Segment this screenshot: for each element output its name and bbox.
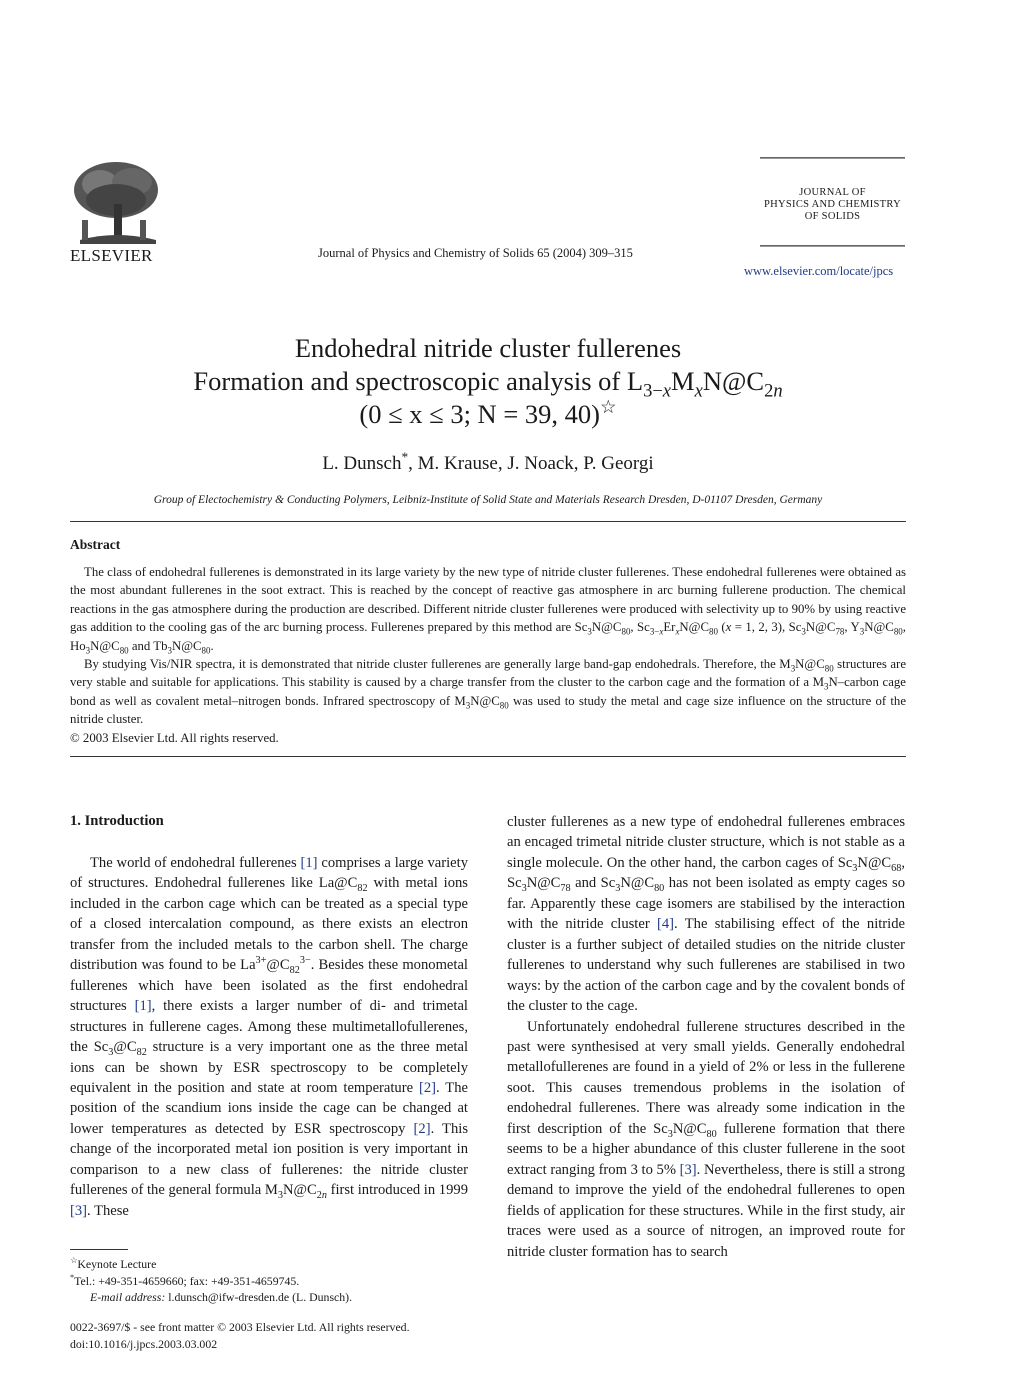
doi-line[interactable]: doi:10.1016/j.jpcs.2003.03.002 (70, 1337, 218, 1351)
footnote-contact: *Tel.: +49-351-4659660; fax: +49-351-4659745. (70, 1272, 300, 1288)
reference-link[interactable]: [3] (70, 1202, 88, 1219)
author-list: L. Dunsch*, M. Krause, J. Noack, P. Georgi (322, 449, 654, 474)
brand-rule-bottom (760, 245, 905, 247)
section-heading-introduction: 1. Introduction (70, 813, 164, 829)
brand-line: OF SOLIDS (804, 211, 861, 222)
abstract-paragraph-2: By studying Vis/NIR spectra, it is demonstrated that nitride cluster fullerenes are generally large band-gap endohedrals. Therefore, the $M_3N@C_{80}$ structures are very stable and suitable for applications. This stability is caused by a charge transfer from the cluster to the carbon cage and the formation of a $M_3N$–carbon cage bond as well as covalent metal–nitrogen bonds. Infrared spectroscopy of $M_3N@C_{80}$ was used to study the metal and cage size influence on the structure of the nitride cluster. (70, 657, 907, 727)
title-line-2: Formation and spectroscopic analysis of $L_{3-x}M_xN@C_{2n}$ (193, 366, 783, 402)
corresponding-author[interactable]: L. Dunsch (322, 453, 402, 474)
title-line-1: Endohedral nitride cluster fullerenes (294, 333, 682, 363)
abstract-paragraph-1: The class of endohedral fullerenes is demonstrated in its large variety by the new type of nitride cluster fullerenes. These endohedral fullerenes were obtained as the most abundant fullerenes in the soot extract. This is reached by the concept of reactive gas atmosphere in arc burning fullerene production. The chemical reactions in the gas atmosphere during the production are described. Different nitride cluster fullerenes were produced with selectivity up to 90% by using reactive gas addition to the cooling gas of the arc burning process. Fullerenes prepared by this method are $Sc_3N@C_{80}$, $Sc_{3-x}Er_xN@C_{80}$ (x = 1, 2, 3), $Sc_3N@C_{78}$, $Y_3N@C_{80}$, $Ho_3N@C_{80}$ and $Tb_3N@C_{80}$. (70, 565, 906, 656)
footnote-divider (70, 1249, 128, 1250)
abstract-body (70, 563, 906, 747)
journal-citation: Journal of Physics and Chemistry of Solids 65 (2004) 309–315 (318, 246, 633, 260)
reference-link[interactable]: [3] (679, 1161, 697, 1178)
body-column-right (507, 812, 905, 1262)
abstract-heading: Abstract (70, 537, 121, 552)
article-title (70, 332, 906, 431)
abstract-copyright: © 2003 Elsevier Ltd. All rights reserved. (70, 730, 279, 745)
email-link[interactable]: l.dunsch@ifw-dresden.de (L. Dunsch). (168, 1290, 353, 1304)
brand-rule-top (760, 157, 905, 159)
brand-line: PHYSICS AND CHEMISTRY (764, 199, 901, 210)
journal-url-link[interactable]: www.elsevier.com/locate/jpcs (744, 264, 894, 278)
journal-brand-title (760, 161, 905, 245)
reference-link[interactable]: [2] (418, 1079, 437, 1096)
footnote-keynote: ☆Keynote Lecture (70, 1256, 157, 1271)
reference-link[interactable]: [4] (657, 916, 675, 933)
reference-link[interactable]: [1] (300, 855, 318, 871)
divider-top (70, 521, 906, 522)
intro-paragraph-1-cont: cluster fullerenes as a new type of endohedral fullerenes embraces an encaged trimetal nitride cluster structure, which is not stable as a single molecule. On the other hand, the carbon cages of $Sc_3N@C_{68}$, $Sc_3N@C_{78}$ and $Sc_3N@C_{80}$ has not been isolated as empty cages so far. Apparently these cage isomers are stabilised by the interaction with the nitride cluster [4]. The stabilising effect of the nitride cluster is a further subject of detailed studies on the nitride cluster fullerenes to understand why such fullerenes are stabilised in two ways: by the action of the carbon cage and by the covalent bonds of the cluster to the cage. (507, 814, 906, 1015)
reference-link[interactable]: [2] (413, 1120, 431, 1137)
footnotes (70, 1256, 352, 1306)
brand-line: JOURNAL OF (799, 187, 866, 198)
reference-link[interactable]: [1] (134, 998, 152, 1015)
elsevier-logo (70, 160, 162, 264)
journal-brand (760, 157, 905, 249)
intro-paragraph-2: Unfortunately endohedral fullerene structures described in the past were synthesised at very small yields. Generally endohedral metallofullerenes are found in a yield of 2% or less in the fullerene soot. This causes tremendous problems in the isolation of endohedral fullerenes. There was already some indication in the first description of the $Sc_3N@C_{80}$ fullerene formation that there seems to be a higher abundance of this cluster fullerene in the soot extract ranging from 3 to 5% [3]. Nevertheless, there is still a strong demand to improve the yield of the endohedral fullerenes to open fields of application for these structures. While in the first study, air traces were used as a source of nitrogen, an improved route for nitride cluster formation has to search (507, 1018, 905, 1260)
footnote-email: E-mail address: l.dunsch@ifw-dresden.de (L. Dunsch). (90, 1290, 353, 1304)
title-line-3: (0 ≤ x ≤ 3; N = 39, 40)☆ (359, 397, 617, 429)
issn-line: 0022-3697/$ - see front matter © 2003 Elsevier Ltd. All rights reserved. (70, 1320, 410, 1334)
intro-paragraph-1: The world of endohedral fullerenes [1] comprises a large variety of structures. Endohedral fullerenes like $La@C_{82}$ with metal ions included in the carbon cage which can be treated as a special type of a closed intercalation compound, as there exists an electron transfer from the included metals to the carbon shell. The charge distribution was found to be $La^{3+}@C_{82}^{3-}$. Besides these monometal fullerenes which have been isolated as the first endohedral structures [1], there exists a larger number of di- and trimetal structures in fullerene cages. Among these multimetallofullerenes, the $Sc_3@C_{82}$ structure is a very important one as the three metal ions can be shown by ESR spectroscopy to be completely equivalent in the position and state at room temperature [2]. The position of the scandium ions inside the cage can be changed at lower temperatures as detected by ESR spectroscopy [2]. This change of the incorporated metal ion position is very important in comparison to a new class of fullerenes: the nitride cluster fullerenes of the general formula $M_3N@C_{2n}$ first introduced in 1999 [3]. These (70, 855, 468, 1219)
publisher-name: ELSEVIER (70, 246, 153, 265)
divider-bottom (70, 756, 906, 757)
body-column-left (70, 853, 468, 1221)
affiliation: Group of Electochemistry & Conducting Polymers, Leibniz-Institute of Solid State and Materials Research Dresden, D-01107 Dresden, Germany (153, 494, 823, 506)
front-matter (70, 1319, 410, 1353)
